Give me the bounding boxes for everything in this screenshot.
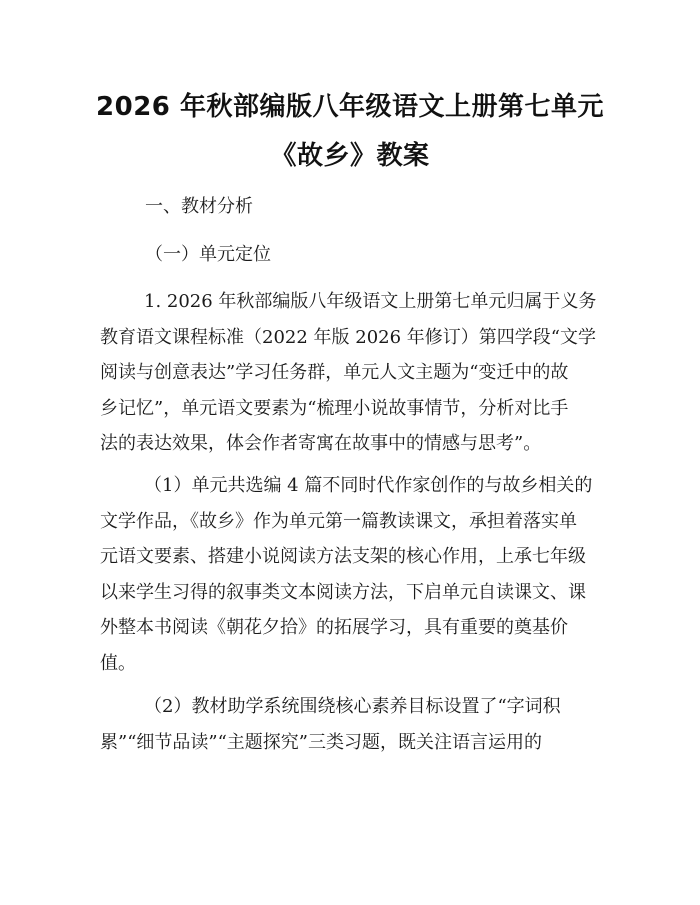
paragraph-line: 文学作品，《故乡》作为单元第一篇教读课文，承担着落实单 [100,510,577,532]
paragraph-2 [100,468,600,682]
paragraph-line: （2）教材助学系统围绕核心素养目标设置了“字词积 [144,696,561,717]
subsection-heading-unit-positioning: （一）单元定位 [145,244,271,265]
paragraph-line: 教育语文课程标准（2022 年版 2026 年修订）第四学段“文学 [100,326,596,348]
paragraph-line: 累”“细节品读”“主题探究”三类习题，既关注语言运用的 [100,731,543,753]
paragraph-line: 以来学生习得的叙事类文本阅读方法，下启单元自读课文、课 [100,581,586,603]
document-title-line-1: 2026 年秋部编版八年级语文上册第七单元 [96,92,604,122]
section-heading-teaching-material-analysis: 一、教材分析 [145,196,253,217]
paragraph-1 [100,284,600,462]
paragraph-line: 乡记忆”，单元语文要素为“梳理小说故事情节，分析对比手 [100,397,569,419]
paragraph-line: 阅读与创意表达”学习任务群，单元人文主题为“变迁中的故 [100,362,569,384]
paragraph-line: 1. 2026 年秋部编版八年级语文上册第七单元归属于义务 [144,291,597,312]
paragraph-line: 元语文要素、搭建小说阅读方法支架的核心作用，上承七年级 [100,546,586,568]
paragraph-line: 值。 [100,652,136,674]
paragraph-3 [100,689,600,760]
paragraph-line: （1）单元共选编 4 篇不同时代作家创作的与故乡相关的 [144,475,593,496]
paragraph-line: 外整本书阅读《朝花夕拾》的拓展学习，具有重要的奠基价 [100,617,568,639]
paragraph-line: 法的表达效果，体会作者寄寓在故事中的情感与思考”。 [100,433,542,455]
document-title-line-2: 《故乡》教案 [270,141,430,171]
